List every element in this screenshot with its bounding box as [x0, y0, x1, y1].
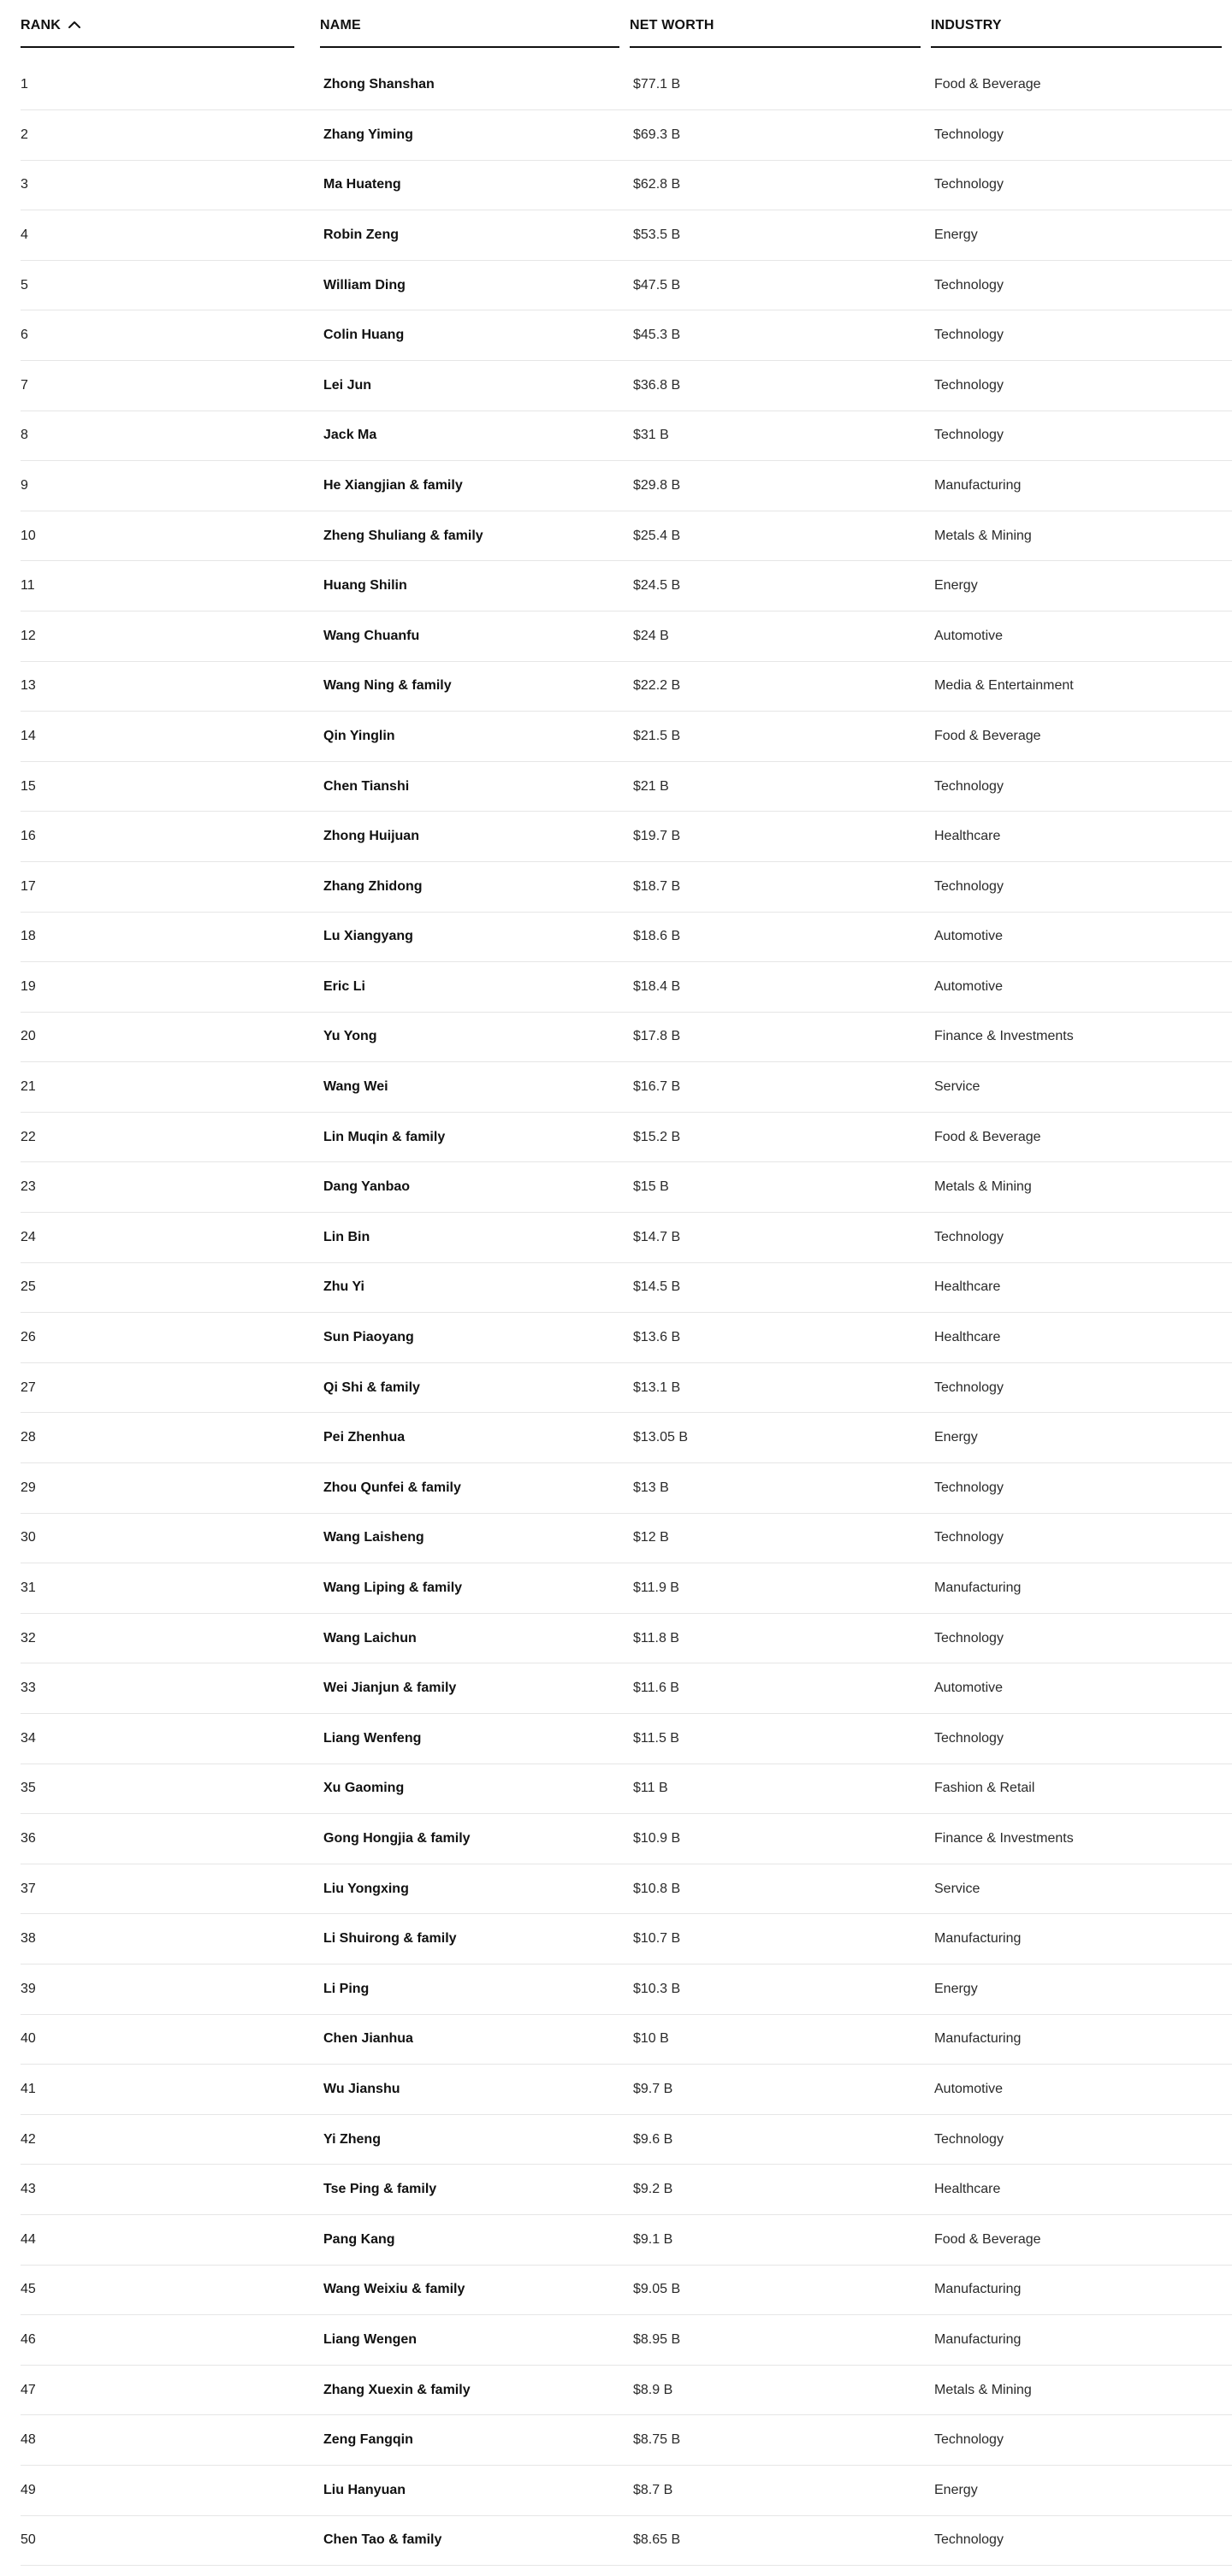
- name-cell[interactable]: Pei Zhenhua: [323, 1430, 406, 1445]
- rank-cell: 26: [21, 1330, 36, 1345]
- net-worth-cell: $19.7 B: [633, 829, 681, 844]
- net-worth-cell: $9.05 B: [633, 2282, 681, 2297]
- rank-cell: 21: [21, 1079, 36, 1095]
- table-row[interactable]: [21, 812, 1232, 862]
- industry-cell: Service: [934, 1881, 980, 1896]
- industry-cell: Media & Entertainment: [934, 678, 1074, 694]
- name-cell[interactable]: Dang Yanbao: [323, 1179, 411, 1195]
- rank-column-header[interactable]: [21, 0, 294, 48]
- name-cell[interactable]: Yi Zheng: [323, 2131, 381, 2147]
- table-row[interactable]: [21, 1964, 1232, 2015]
- industry-cell: Finance & Investments: [934, 1830, 1074, 1846]
- industry-cell: Healthcare: [934, 1279, 1001, 1295]
- net-worth-cell: $9.2 B: [633, 2182, 673, 2197]
- net-worth-cell: $14.7 B: [633, 1229, 681, 1244]
- name-cell[interactable]: Gong Hongjia & family: [323, 1830, 471, 1846]
- industry-cell: Metals & Mining: [934, 1179, 1032, 1195]
- name-cell[interactable]: Liu Yongxing: [323, 1881, 409, 1896]
- industry-cell: Energy: [934, 578, 978, 594]
- rank-cell: 46: [21, 2331, 36, 2347]
- name-cell[interactable]: Zhu Yi: [323, 1279, 364, 1295]
- table-row[interactable]: [21, 2366, 1232, 2416]
- table-row[interactable]: [21, 1013, 1232, 1063]
- rank-cell: 38: [21, 1931, 36, 1947]
- table-row[interactable]: [21, 2065, 1232, 2115]
- industry-cell: Energy: [934, 227, 978, 242]
- name-cell[interactable]: Pang Kang: [323, 2231, 395, 2247]
- industry-cell: Energy: [934, 1981, 978, 1996]
- table-row[interactable]: [21, 1363, 1232, 1414]
- industry-cell: Technology: [934, 2532, 1004, 2548]
- table-row[interactable]: [21, 1663, 1232, 1714]
- net-worth-cell: $53.5 B: [633, 227, 681, 242]
- table-row[interactable]: [21, 110, 1232, 161]
- industry-cell: Energy: [934, 2482, 978, 2497]
- table-row[interactable]: [21, 2015, 1232, 2065]
- rank-cell: 42: [21, 2131, 36, 2147]
- table-row[interactable]: [21, 1162, 1232, 1213]
- name-cell[interactable]: He Xiangjian & family: [323, 477, 463, 493]
- industry-cell: Automotive: [934, 978, 1004, 994]
- rank-cell: 16: [21, 829, 36, 844]
- net-worth-cell: $13.1 B: [633, 1380, 681, 1395]
- name-cell[interactable]: Zhou Qunfei & family: [323, 1480, 461, 1495]
- net-worth-cell: $21.5 B: [633, 728, 681, 743]
- net-worth-cell: $8.7 B: [633, 2482, 673, 2497]
- net-worth-cell: $24 B: [633, 628, 669, 643]
- rank-cell: 50: [21, 2532, 36, 2548]
- table-row[interactable]: [21, 913, 1232, 963]
- table-row[interactable]: [21, 762, 1232, 812]
- net-worth-cell: $14.5 B: [633, 1279, 681, 1295]
- table-row[interactable]: [21, 1413, 1232, 1463]
- table-row[interactable]: [21, 1764, 1232, 1815]
- table-row[interactable]: [21, 411, 1232, 462]
- industry-cell: Food & Beverage: [934, 2231, 1041, 2247]
- net-worth-cell: $24.5 B: [633, 578, 681, 594]
- table-row[interactable]: [21, 1213, 1232, 1263]
- name-cell[interactable]: Huang Shilin: [323, 578, 407, 594]
- net-worth-column-header[interactable]: [630, 0, 921, 48]
- industry-cell: Technology: [934, 1630, 1004, 1645]
- rank-cell: 39: [21, 1981, 36, 1996]
- industry-cell: Technology: [934, 1480, 1004, 1495]
- industry-cell: Technology: [934, 127, 1004, 142]
- industry-cell: Automotive: [934, 929, 1004, 944]
- industry-cell: Manufacturing: [934, 2331, 1022, 2347]
- name-cell[interactable]: Zheng Shuliang & family: [323, 528, 483, 543]
- net-worth-cell: $45.3 B: [633, 328, 681, 343]
- name-cell[interactable]: Qi Shi & family: [323, 1380, 420, 1395]
- industry-cell: Finance & Investments: [934, 1029, 1074, 1044]
- table-row[interactable]: [21, 48, 1232, 110]
- industry-cell: Technology: [934, 2432, 1004, 2448]
- chevron-up-icon[interactable]: [68, 18, 81, 32]
- industry-cell: Metals & Mining: [934, 528, 1032, 543]
- table-row[interactable]: [21, 1263, 1232, 1314]
- industry-cell: Food & Beverage: [934, 77, 1041, 92]
- name-column-header[interactable]: [320, 0, 619, 48]
- net-worth-cell: $11.8 B: [633, 1630, 679, 1645]
- industry-cell: Technology: [934, 778, 1004, 794]
- net-worth-cell: $11 B: [633, 1781, 668, 1796]
- net-worth-cell: $10.3 B: [633, 1981, 681, 1996]
- net-worth-cell: $36.8 B: [633, 377, 681, 393]
- table-row[interactable]: [21, 1463, 1232, 1514]
- rank-cell: 25: [21, 1279, 36, 1295]
- name-cell[interactable]: Li Shuirong & family: [323, 1931, 457, 1947]
- table-row[interactable]: [21, 712, 1232, 762]
- table-row[interactable]: [21, 210, 1232, 261]
- industry-cell: Manufacturing: [934, 477, 1022, 493]
- industry-header-label: INDUSTRY: [931, 18, 1002, 32]
- rank-cell: 18: [21, 929, 36, 944]
- name-cell[interactable]: Lu Xiangyang: [323, 929, 413, 944]
- industry-cell: Healthcare: [934, 1330, 1001, 1345]
- name-cell[interactable]: Zhong Shanshan: [323, 77, 435, 92]
- name-cell[interactable]: Ma Huateng: [323, 177, 401, 192]
- name-cell[interactable]: William Ding: [323, 277, 406, 292]
- net-worth-header-label: NET WORTH: [630, 18, 714, 32]
- name-cell[interactable]: Xu Gaoming: [323, 1781, 405, 1796]
- table-row[interactable]: [21, 261, 1232, 311]
- name-cell[interactable]: Colin Huang: [323, 328, 405, 343]
- rank-cell: 48: [21, 2432, 36, 2448]
- table-body: [21, 48, 1232, 2566]
- rank-cell: 34: [21, 1730, 36, 1746]
- industry-cell: Technology: [934, 1530, 1004, 1545]
- rank-cell: 15: [21, 778, 36, 794]
- name-cell[interactable]: Li Ping: [323, 1981, 370, 1996]
- industry-cell: Technology: [934, 428, 1004, 443]
- name-cell[interactable]: Wang Liping & family: [323, 1580, 463, 1596]
- name-cell[interactable]: Lin Bin: [323, 1229, 370, 1244]
- industry-cell: Manufacturing: [934, 1931, 1022, 1947]
- rank-cell: 28: [21, 1430, 36, 1445]
- net-worth-cell: $18.6 B: [633, 929, 681, 944]
- industry-cell: Technology: [934, 177, 1004, 192]
- rank-cell: 32: [21, 1630, 36, 1645]
- name-cell[interactable]: Wang Ning & family: [323, 678, 452, 694]
- name-cell[interactable]: Wang Wei: [323, 1079, 388, 1095]
- table-row[interactable]: [21, 511, 1232, 562]
- table-row[interactable]: [21, 2215, 1232, 2266]
- rank-cell: 22: [21, 1129, 36, 1144]
- net-worth-cell: $11.6 B: [633, 1681, 679, 1696]
- industry-cell: Metals & Mining: [934, 2382, 1032, 2397]
- name-cell[interactable]: Liang Wenfeng: [323, 1730, 422, 1746]
- table-header: [21, 0, 1232, 48]
- name-cell[interactable]: Robin Zeng: [323, 227, 399, 242]
- table-row[interactable]: [21, 862, 1232, 913]
- table-row[interactable]: [21, 461, 1232, 511]
- net-worth-cell: $10 B: [633, 2031, 669, 2047]
- table-row[interactable]: [21, 1113, 1232, 1163]
- rank-cell: 44: [21, 2231, 36, 2247]
- industry-cell: Healthcare: [934, 2182, 1001, 2197]
- table-row[interactable]: [21, 2266, 1232, 2316]
- rank-cell: 7: [21, 377, 28, 393]
- table-row[interactable]: [21, 2466, 1232, 2516]
- industry-cell: Technology: [934, 277, 1004, 292]
- table-row[interactable]: [21, 1514, 1232, 1564]
- net-worth-cell: $13 B: [633, 1480, 669, 1495]
- net-worth-cell: $17.8 B: [633, 1029, 681, 1044]
- name-cell[interactable]: Eric Li: [323, 978, 365, 994]
- table-row[interactable]: [21, 2516, 1232, 2567]
- net-worth-cell: $18.4 B: [633, 978, 681, 994]
- net-worth-cell: $8.65 B: [633, 2532, 681, 2548]
- table-row[interactable]: [21, 1864, 1232, 1915]
- rank-cell: 37: [21, 1881, 36, 1896]
- net-worth-cell: $15 B: [633, 1179, 669, 1195]
- net-worth-cell: $13.6 B: [633, 1330, 681, 1345]
- rank-cell: 41: [21, 2081, 36, 2096]
- industry-cell: Manufacturing: [934, 1580, 1022, 1596]
- rank-cell: 4: [21, 227, 28, 242]
- industry-cell: Technology: [934, 377, 1004, 393]
- rank-cell: 5: [21, 277, 28, 292]
- net-worth-cell: $31 B: [633, 428, 669, 443]
- net-worth-cell: $62.8 B: [633, 177, 681, 192]
- net-worth-cell: $9.7 B: [633, 2081, 673, 2096]
- rank-cell: 36: [21, 1830, 36, 1846]
- name-cell[interactable]: Zeng Fangqin: [323, 2432, 413, 2448]
- name-cell[interactable]: Chen Jianhua: [323, 2031, 413, 2047]
- name-cell[interactable]: Jack Ma: [323, 428, 377, 443]
- name-cell[interactable]: Zhang Yiming: [323, 127, 413, 142]
- table-row[interactable]: [21, 662, 1232, 712]
- name-cell[interactable]: Sun Piaoyang: [323, 1330, 414, 1345]
- rank-cell: 29: [21, 1480, 36, 1495]
- table-row[interactable]: [21, 561, 1232, 612]
- name-cell[interactable]: Lei Jun: [323, 377, 372, 393]
- rank-cell: 8: [21, 428, 28, 443]
- rank-cell: 17: [21, 878, 36, 894]
- industry-cell: Technology: [934, 1229, 1004, 1244]
- rank-cell: 2: [21, 127, 28, 142]
- net-worth-cell: $18.7 B: [633, 878, 681, 894]
- name-cell[interactable]: Chen Tianshi: [323, 778, 410, 794]
- net-worth-cell: $15.2 B: [633, 1129, 681, 1144]
- name-cell[interactable]: Wang Weixiu & family: [323, 2282, 465, 2297]
- industry-cell: Technology: [934, 1730, 1004, 1746]
- name-cell[interactable]: Lin Muqin & family: [323, 1129, 446, 1144]
- rank-cell: 1: [21, 77, 28, 92]
- name-cell[interactable]: Yu Yong: [323, 1029, 377, 1044]
- industry-cell: Healthcare: [934, 829, 1001, 844]
- table-row[interactable]: [21, 1313, 1232, 1363]
- industry-cell: Service: [934, 1079, 980, 1095]
- rank-cell: 11: [21, 578, 35, 594]
- table-row[interactable]: [21, 962, 1232, 1013]
- table-row[interactable]: [21, 612, 1232, 662]
- rank-cell: 35: [21, 1781, 36, 1796]
- rank-cell: 33: [21, 1681, 36, 1696]
- industry-cell: Manufacturing: [934, 2282, 1022, 2297]
- industry-cell: Technology: [934, 328, 1004, 343]
- net-worth-cell: $8.75 B: [633, 2432, 681, 2448]
- industry-column-header[interactable]: [931, 0, 1222, 48]
- rank-cell: 9: [21, 477, 28, 493]
- name-cell[interactable]: Liu Hanyuan: [323, 2482, 406, 2497]
- net-worth-cell: $8.95 B: [633, 2331, 681, 2347]
- net-worth-cell: $13.05 B: [633, 1430, 689, 1445]
- industry-cell: Manufacturing: [934, 2031, 1022, 2047]
- industry-cell: Automotive: [934, 628, 1004, 643]
- net-worth-cell: $9.1 B: [633, 2231, 673, 2247]
- rank-cell: 10: [21, 528, 36, 543]
- net-worth-cell: $9.6 B: [633, 2131, 673, 2147]
- industry-cell: Fashion & Retail: [934, 1781, 1035, 1796]
- name-cell[interactable]: Liang Wengen: [323, 2331, 418, 2347]
- rank-cell: 49: [21, 2482, 36, 2497]
- industry-cell: Food & Beverage: [934, 728, 1041, 743]
- net-worth-cell: $25.4 B: [633, 528, 681, 543]
- name-cell[interactable]: Zhang Xuexin & family: [323, 2382, 471, 2397]
- rank-cell: 24: [21, 1229, 36, 1244]
- table-row[interactable]: [21, 161, 1232, 211]
- net-worth-cell: $10.8 B: [633, 1881, 681, 1896]
- rank-cell: 27: [21, 1380, 36, 1395]
- rank-cell: 12: [21, 628, 36, 643]
- rank-cell: 6: [21, 328, 28, 343]
- rank-cell: 14: [21, 728, 36, 743]
- name-cell[interactable]: Chen Tao & family: [323, 2532, 442, 2548]
- net-worth-cell: $8.9 B: [633, 2382, 673, 2397]
- table-row[interactable]: [21, 361, 1232, 411]
- rank-cell: 43: [21, 2182, 36, 2197]
- net-worth-cell: $12 B: [633, 1530, 669, 1545]
- net-worth-cell: $29.8 B: [633, 477, 681, 493]
- table-row[interactable]: [21, 1062, 1232, 1113]
- table-row[interactable]: [21, 1814, 1232, 1864]
- rank-cell: 40: [21, 2031, 36, 2047]
- rank-cell: 30: [21, 1530, 36, 1545]
- table-row[interactable]: [21, 2165, 1232, 2215]
- table-row[interactable]: [21, 1614, 1232, 1664]
- table-row[interactable]: [21, 2115, 1232, 2165]
- industry-cell: Technology: [934, 2131, 1004, 2147]
- rank-cell: 3: [21, 177, 28, 192]
- rank-cell: 23: [21, 1179, 36, 1195]
- industry-cell: Energy: [934, 1430, 978, 1445]
- net-worth-cell: $10.9 B: [633, 1830, 681, 1846]
- name-cell[interactable]: Wang Chuanfu: [323, 628, 420, 643]
- rank-cell: 31: [21, 1580, 36, 1596]
- table-row[interactable]: [21, 2315, 1232, 2366]
- rank-cell: 20: [21, 1029, 36, 1044]
- name-header-label: NAME: [320, 18, 361, 32]
- name-cell[interactable]: Wu Jianshu: [323, 2081, 400, 2096]
- rank-header-label: RANK: [21, 18, 62, 32]
- rank-cell: 47: [21, 2382, 36, 2397]
- name-cell[interactable]: Tse Ping & family: [323, 2182, 437, 2197]
- net-worth-cell: $77.1 B: [633, 77, 681, 92]
- table-row[interactable]: [21, 2415, 1232, 2466]
- name-cell[interactable]: Wang Laisheng: [323, 1530, 424, 1545]
- table-row[interactable]: [21, 1563, 1232, 1614]
- rank-cell: 45: [21, 2282, 36, 2297]
- industry-cell: Food & Beverage: [934, 1129, 1041, 1144]
- industry-cell: Technology: [934, 1380, 1004, 1395]
- name-cell[interactable]: Wang Laichun: [323, 1630, 417, 1645]
- table-row[interactable]: [21, 310, 1232, 361]
- net-worth-cell: $21 B: [633, 778, 669, 794]
- table-row[interactable]: [21, 1714, 1232, 1764]
- name-cell[interactable]: Zhang Zhidong: [323, 878, 423, 894]
- net-worth-cell: $10.7 B: [633, 1931, 681, 1947]
- net-worth-cell: $11.5 B: [633, 1730, 679, 1746]
- industry-cell: Technology: [934, 878, 1004, 894]
- net-worth-cell: $22.2 B: [633, 678, 681, 694]
- name-cell[interactable]: Zhong Huijuan: [323, 829, 419, 844]
- net-worth-cell: $11.9 B: [633, 1580, 679, 1596]
- net-worth-cell: $69.3 B: [633, 127, 681, 142]
- rank-cell: 13: [21, 678, 36, 694]
- net-worth-cell: $47.5 B: [633, 277, 681, 292]
- rank-cell: 19: [21, 978, 36, 994]
- name-cell[interactable]: Qin Yinglin: [323, 728, 395, 743]
- industry-cell: Automotive: [934, 2081, 1004, 2096]
- name-cell[interactable]: Wei Jianjun & family: [323, 1681, 457, 1696]
- table-row[interactable]: [21, 1914, 1232, 1964]
- net-worth-cell: $16.7 B: [633, 1079, 681, 1095]
- industry-cell: Automotive: [934, 1681, 1004, 1696]
